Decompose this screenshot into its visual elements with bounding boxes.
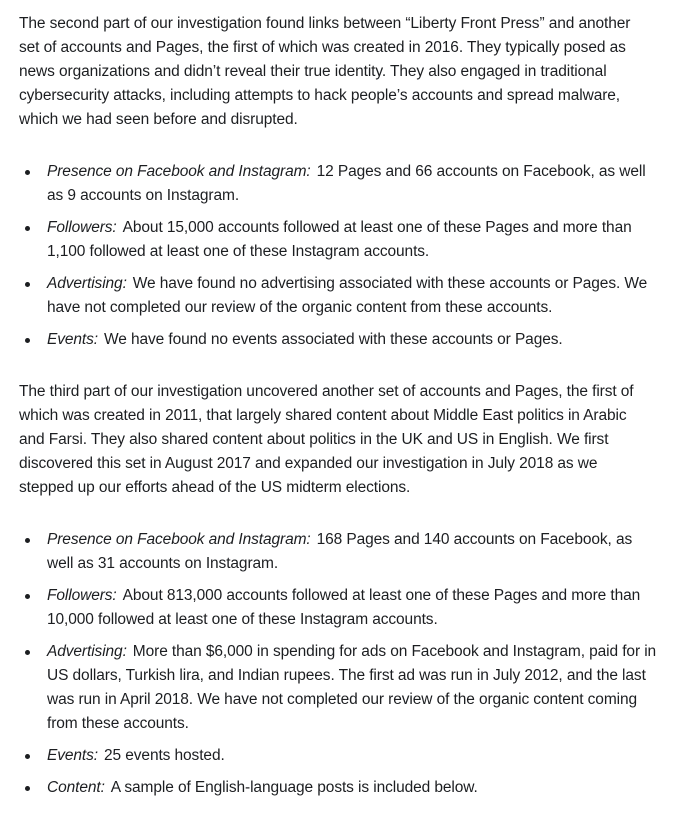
list-item-events — [19, 328, 659, 352]
list-item-text: 168 Pages and 140 accounts on Facebook, as well as 31 accounts on Instagram. — [47, 531, 633, 572]
spacer — [19, 500, 681, 528]
list-item-advertising — [19, 272, 659, 320]
bullet-icon — [25, 786, 30, 791]
list-item-presence — [19, 160, 659, 208]
list-item-text: 25 events hosted. — [104, 747, 225, 764]
bullet-icon — [25, 170, 30, 175]
list-item-text: We have found no events associated with these accounts or Pages. — [104, 331, 563, 348]
list-item-label: Followers: — [47, 219, 117, 236]
list-item-label: Events: — [47, 747, 98, 764]
list-item-text: About 15,000 accounts followed at least one of these Pages and more than 1,100 followed at least one of these Instagram accounts. — [47, 219, 632, 260]
list-item-label: Presence on Facebook and Instagram: — [47, 163, 311, 180]
list-item-label: Content: — [47, 779, 105, 796]
list-item-followers — [19, 216, 659, 264]
list-item-text: More than $6,000 in spending for ads on Facebook and Instagram, paid for in US dollars, Turkish lira, and Indian rupees. The first ad was run in July 2012, and the last was run in April 2018. We have not completed our review of the organic content coming from these accounts. — [47, 643, 657, 732]
findings-list-third-part — [19, 528, 659, 800]
list-item-presence — [19, 528, 659, 576]
list-item-text: 12 Pages and 66 accounts on Facebook, as well as 9 accounts on Instagram. — [47, 163, 646, 204]
findings-list-second-part — [19, 160, 659, 352]
list-item-text: About 813,000 accounts followed at least one of these Pages and more than 10,000 followed at least one of these Instagram accounts. — [47, 587, 641, 628]
list-item-text: A sample of English-language posts is included below. — [110, 779, 478, 796]
bullet-icon — [25, 594, 30, 599]
list-item-content — [19, 776, 659, 800]
spacer — [19, 360, 681, 380]
paragraph-second-part: The second part of our investigation found links between “Liberty Front Press” and another set of accounts and Pages, the first of which was created in 2016. They typically posed as news organizations and didn’t reveal their true identity. They also engaged in traditional cybersecurity attacks, including attempts to hack people’s accounts and spread malware, which we had seen before and disrupted. — [19, 15, 631, 128]
paragraph-third-part: The third part of our investigation uncovered another set of accounts and Pages, the first of which was created in 2011, that largely shared content about Middle East politics in Arabic and Farsi. They also shared content about politics in the UK and US in English. We first discovered this set in August 2017 and expanded our investigation in July 2018 as we stepped up our efforts ahead of the US midterm elections. — [19, 383, 634, 496]
bullet-icon — [25, 650, 30, 655]
bullet-icon — [25, 282, 30, 287]
list-item-label: Presence on Facebook and Instagram: — [47, 531, 311, 548]
list-item-label: Advertising: — [47, 643, 127, 660]
list-item-label: Advertising: — [47, 275, 127, 292]
list-item-label: Events: — [47, 331, 98, 348]
list-item-followers — [19, 584, 659, 632]
spacer — [19, 132, 681, 160]
list-item-text: We have found no advertising associated with these accounts or Pages. We have not completed our review of the organic content from these accounts. — [47, 275, 648, 316]
list-item-advertising — [19, 640, 659, 736]
bullet-icon — [25, 226, 30, 231]
bullet-icon — [25, 754, 30, 759]
list-item-label: Followers: — [47, 587, 117, 604]
bullet-icon — [25, 538, 30, 543]
list-item-events — [19, 744, 659, 768]
bullet-icon — [25, 338, 30, 343]
